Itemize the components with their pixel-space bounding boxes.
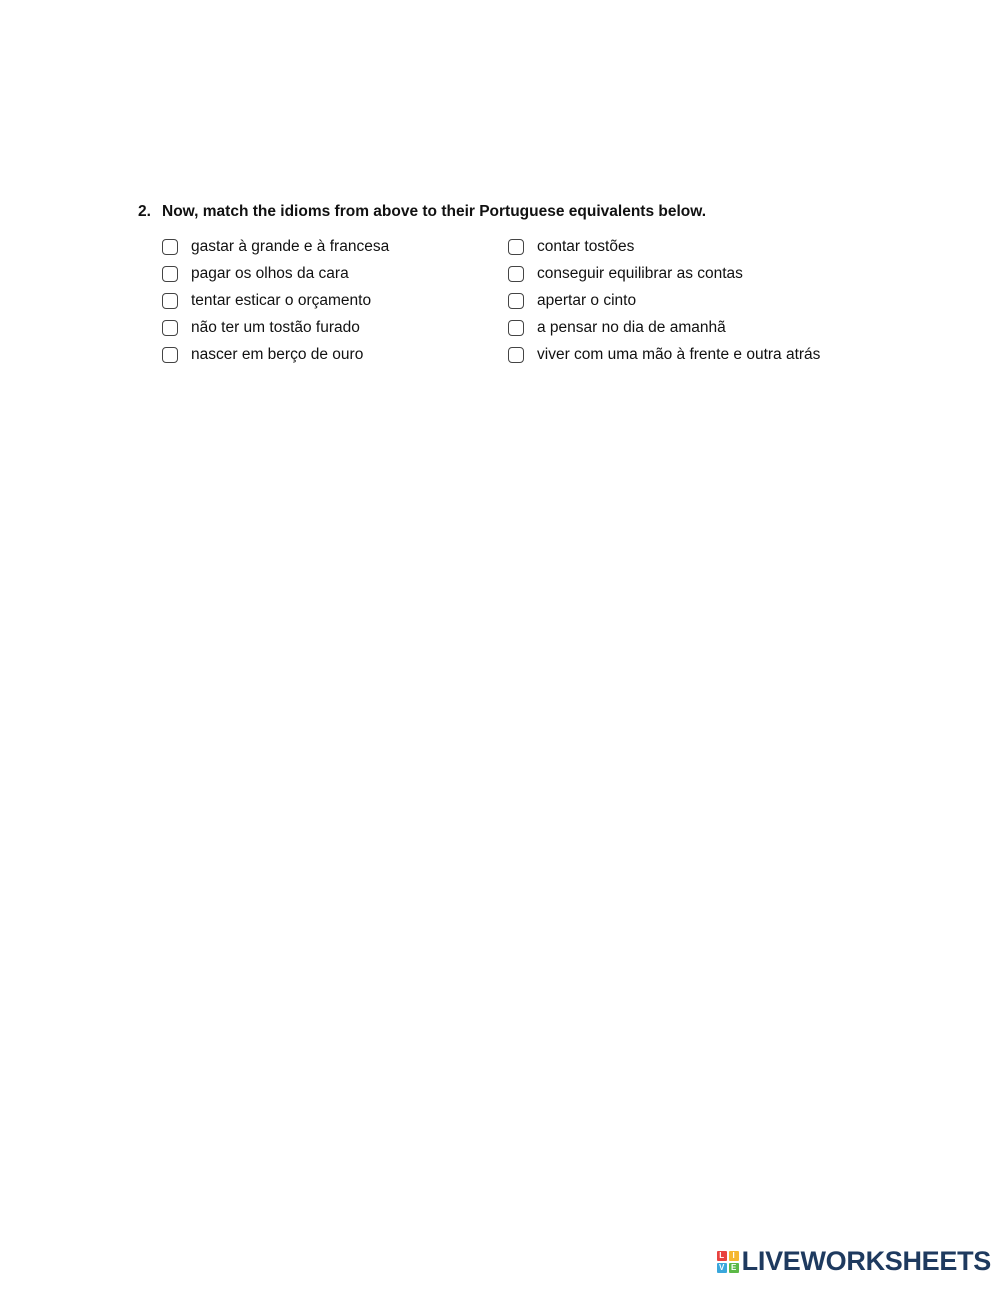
list-item bbox=[508, 341, 820, 368]
checkbox[interactable] bbox=[508, 293, 524, 309]
item-label: contar tostões bbox=[537, 238, 635, 256]
checkbox[interactable] bbox=[508, 347, 524, 363]
checkbox[interactable] bbox=[508, 320, 524, 336]
list-item bbox=[162, 288, 389, 315]
item-label: a pensar no dia de amanhã bbox=[537, 318, 726, 336]
liveworksheets-logo bbox=[717, 1248, 991, 1275]
list-item bbox=[508, 261, 820, 288]
checkbox[interactable] bbox=[162, 293, 178, 309]
question-heading bbox=[138, 203, 706, 221]
question-text: Now, match the idioms from above to their Portuguese equivalents below. bbox=[162, 203, 707, 220]
logo-letter-e: E bbox=[729, 1263, 739, 1273]
checkbox[interactable] bbox=[508, 266, 524, 282]
item-label: apertar o cinto bbox=[537, 291, 637, 309]
logo-icon bbox=[717, 1251, 739, 1273]
left-column bbox=[162, 234, 389, 368]
item-label: não ter um tostão furado bbox=[191, 318, 360, 336]
list-item bbox=[508, 314, 820, 341]
item-label: gastar à grande e à francesa bbox=[191, 238, 390, 256]
list-item bbox=[162, 314, 389, 341]
item-label: tentar esticar o orçamento bbox=[191, 291, 372, 309]
item-label: viver com uma mão à frente e outra atrás bbox=[537, 345, 821, 363]
item-label: pagar os olhos da cara bbox=[191, 265, 349, 283]
item-label: conseguir equilibrar as contas bbox=[537, 265, 743, 283]
checkbox[interactable] bbox=[162, 239, 178, 255]
logo-letter-v: V bbox=[717, 1263, 727, 1273]
right-column bbox=[508, 234, 820, 368]
checkbox[interactable] bbox=[162, 320, 178, 336]
list-item bbox=[162, 261, 389, 288]
item-label: nascer em berço de ouro bbox=[191, 345, 364, 363]
list-item bbox=[162, 341, 389, 368]
list-item bbox=[508, 288, 820, 315]
question-number: 2. bbox=[138, 203, 151, 220]
logo-letter-i: I bbox=[729, 1251, 739, 1261]
list-item bbox=[508, 234, 820, 261]
checkbox[interactable] bbox=[162, 266, 178, 282]
checkbox[interactable] bbox=[508, 239, 524, 255]
logo-wordmark: LIVEWORKSHEETS bbox=[741, 1246, 991, 1276]
checkbox[interactable] bbox=[162, 347, 178, 363]
logo-letter-l: L bbox=[717, 1251, 727, 1261]
list-item bbox=[162, 234, 389, 261]
